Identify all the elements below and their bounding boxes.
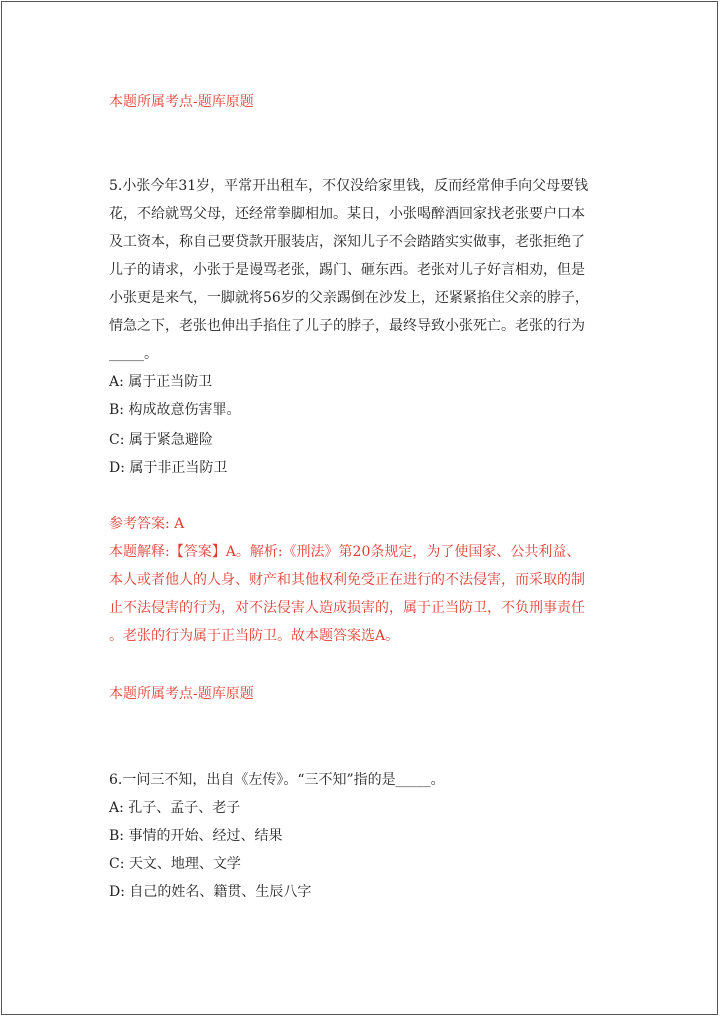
q5-option-d: D: 属于非正当防卫 (109, 460, 228, 476)
q5-explanation-line: 。老张的行为属于正当防卫。故本题答案选A。 (109, 628, 400, 644)
q5-stem-line: _____。 (109, 346, 158, 362)
topic-label-top: 本题所属考点-题库原题 (109, 94, 254, 110)
q5-explanation-line: 本人或者他人的人身、财产和其他权利免受正在进行的不法侵害，而采取的制 (109, 572, 585, 588)
q5-option-c: C: 属于紧急避险 (109, 432, 213, 448)
q5-stem-line: 儿子的请求，小张于是谩骂老张，踢门、砸东西。老张对儿子好言相劝，但是 (109, 262, 585, 278)
q5-stem-line: 及工资本，称自己要贷款开服装店，深知儿子不会踏踏实实做事，老张拒绝了 (109, 234, 585, 250)
q5-stem-line: 5.小张今年31岁，平常开出租车，不仅没给家里钱，反而经常伸手向父母要钱 (109, 178, 589, 194)
q5-explanation-line: 止不法侵害的行为，对不法侵害人造成损害的，属于正当防卫，不负刑事责任 (109, 600, 585, 616)
q5-stem-line: 情急之下，老张也伸出手掐住了儿子的脖子，最终导致小张死亡。老张的行为 (109, 318, 585, 334)
q6-option-a: A: 孔子、孟子、老子 (109, 800, 241, 816)
q5-option-a: A: 属于正当防卫 (109, 374, 213, 390)
q6-option-c: C: 天文、地理、文学 (109, 856, 241, 872)
q5-stem-line: 花，不给就骂父母，还经常拳脚相加。某日，小张喝醉酒回家找老张要户口本 (109, 206, 585, 222)
q6-option-b: B: 事情的开始、经过、结果 (109, 828, 283, 844)
q6-option-d: D: 自己的姓名、籍贯、生辰八字 (109, 884, 312, 900)
q5-topic-label: 本题所属考点-题库原题 (109, 686, 254, 702)
q6-stem: 6.一问三不知，出自《左传》。“三不知”指的是_____。 (109, 772, 445, 788)
q5-option-b: B: 构成故意伤害罪。 (109, 402, 241, 418)
q5-answer: 参考答案: A (109, 516, 185, 532)
q5-stem-line: 小张更是来气，一脚就将56岁的父亲踢倒在沙发上，还紧紧掐住父亲的脖子， (109, 290, 589, 306)
q5-explanation-line: 本题解释:【答案】A。解析:《刑法》第20条规定，为了使国家、公共利益、 (109, 544, 581, 560)
